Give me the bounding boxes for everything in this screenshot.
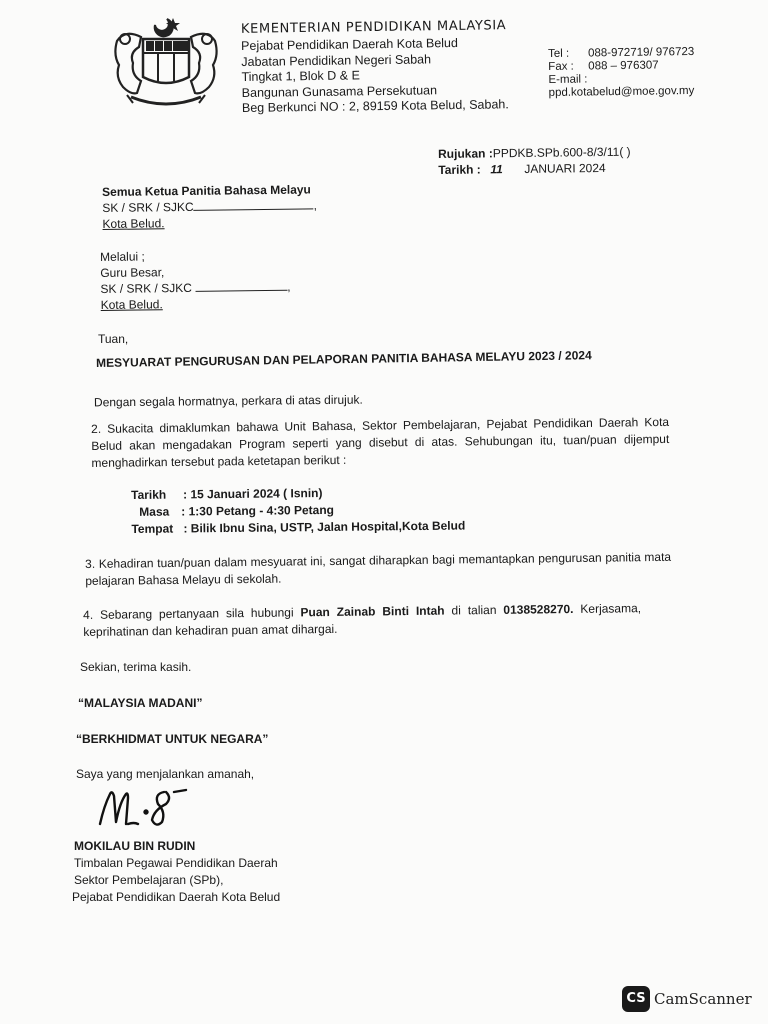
- recipient-school: SK / SRK / SJKC: [102, 199, 194, 215]
- motto-berkhidmat: “BERKHIDMAT UNTUK NEGARA”: [76, 732, 269, 746]
- detail-place-label: Tempat: [131, 521, 174, 536]
- via-school-row: SK / SRK / SJKC ,: [100, 279, 291, 296]
- email-value: ppd.kotabelud@moe.gov.my: [548, 84, 695, 99]
- tel-label: Tel :: [548, 47, 570, 60]
- detail-date-label: Tarikh: [131, 487, 167, 502]
- recipient-school-row: SK / SRK / SJKC ,: [102, 198, 318, 215]
- recipient-to: Semua Ketua Panitia Bahasa Melayu: [102, 182, 311, 199]
- detail-place-row: [131, 518, 465, 538]
- address-line: Pejabat Pendidikan Daerah Kota Belud: [241, 35, 459, 53]
- via-school: SK / SRK / SJKC: [100, 280, 192, 296]
- tel-row: [548, 46, 694, 61]
- handwritten-signature: [92, 784, 194, 832]
- signatory-title: Timbalan Pegawai Pendidikan Daerah: [74, 856, 278, 870]
- detail-time-value: : 1:30 Petang - 4:30 Petang: [181, 502, 335, 519]
- para4-middle: di talian: [444, 602, 504, 618]
- detail-time-label: Masa: [139, 504, 170, 519]
- paragraph-4: [83, 600, 641, 641]
- paragraph-2: 2. Sukacita dimaklumkan bahawa Unit Bahasa, Sektor Pembelajaran, Pejabat Pendidikan Daerah Kota Belud akan mengadakan Program seperti yang disebut di atas. Sehubungan itu, tuan/puan dijemput menghadirkan tersebut pada ketetapan berikut :: [91, 414, 670, 470]
- contact-person: Puan Zainab Binti Intah: [300, 603, 445, 620]
- via-label: Melalui ;: [100, 249, 145, 264]
- recipient-block: [102, 181, 317, 232]
- via-to: Guru Besar,: [100, 265, 165, 280]
- motto-madani: “MALAYSIA MADANI”: [78, 696, 203, 710]
- fax-value: 088 – 976307: [588, 59, 659, 73]
- detail-place-value: : Bilik Ibnu Sina, USTP, Jalan Hospital,Kota Belud: [183, 518, 466, 536]
- email-label: E-mail :: [548, 73, 588, 86]
- signatory-office: Pejabat Pendidikan Daerah Kota Belud: [72, 890, 281, 904]
- detail-date-value: : 15 Januari 2024 ( Isnin): [183, 485, 323, 502]
- closing: Sekian, terima kasih.: [80, 660, 192, 674]
- via-block: [100, 247, 291, 313]
- rujukan-value: PPDKB.SPb.600-8/3/11( ): [492, 144, 631, 161]
- blank-line: [194, 198, 314, 210]
- rujukan-label: Rujukan :: [438, 146, 493, 161]
- ministry-name: KEMENTERIAN PENDIDIKAN MALAYSIA: [240, 18, 507, 37]
- office-address: [241, 35, 509, 116]
- paragraph-3: 3. Kehadiran tuan/puan dalam mesyuarat ini, sangat diharapkan bagi memantapkan pengurusan panitia mata pelajaran Bahasa Melayu di sekolah.: [85, 549, 672, 588]
- signatory-name: MOKILAU BIN RUDIN: [74, 839, 196, 853]
- sign-intro: Saya yang menjalankan amanah,: [76, 767, 255, 781]
- malaysia-coat-of-arms-icon: [103, 15, 229, 113]
- salutation: Tuan,: [98, 332, 129, 346]
- camscanner-logo-icon: CS: [622, 986, 650, 1012]
- para4-prefix: 4. Sebarang pertanyaan sila hubungi: [83, 605, 301, 622]
- recipient-town: Kota Belud.: [102, 216, 165, 231]
- para4-suffix: Kerjasama, keprihatinan dan kehadiran puan amat dihargai.: [83, 601, 642, 639]
- address-line: Beg Berkunci NO : 2, 89159 Kota Belud, Sabah.: [241, 97, 509, 115]
- letter-subject: MESYUARAT PENGURUSAN DAN PELAPORAN PANITIA BAHASA MELAYU 2023 / 2024: [96, 348, 592, 370]
- signatory-block: [74, 838, 280, 906]
- signatory-sector: Sektor Pembelajaran (SPb),: [74, 873, 224, 887]
- contact-block: [548, 46, 695, 100]
- meeting-details: [131, 484, 465, 538]
- tarikh-day: 11: [490, 162, 503, 177]
- fax-label: Fax :: [548, 60, 574, 73]
- address-line: Bangunan Gunasama Persekutuan: [241, 82, 438, 100]
- tarikh-row: [438, 160, 631, 178]
- address-line: Jabatan Pendidikan Negeri Sabah: [241, 51, 432, 69]
- blank-line: [195, 280, 287, 292]
- reference-block: [438, 144, 631, 178]
- contact-phone: 0138528270.: [503, 602, 574, 617]
- tel-value: 088-972719/ 976723: [587, 45, 695, 60]
- tarikh-month-year: JANUARI 2024: [524, 160, 606, 176]
- camscanner-watermark: CamScanner: [654, 990, 752, 1008]
- tarikh-label: Tarikh :: [438, 162, 481, 177]
- via-town: Kota Belud.: [100, 297, 163, 312]
- opening-line: Dengan segala hormatnya, perkara di atas dirujuk.: [93, 392, 363, 410]
- address-line: Tingkat 1, Blok D & E: [241, 68, 360, 84]
